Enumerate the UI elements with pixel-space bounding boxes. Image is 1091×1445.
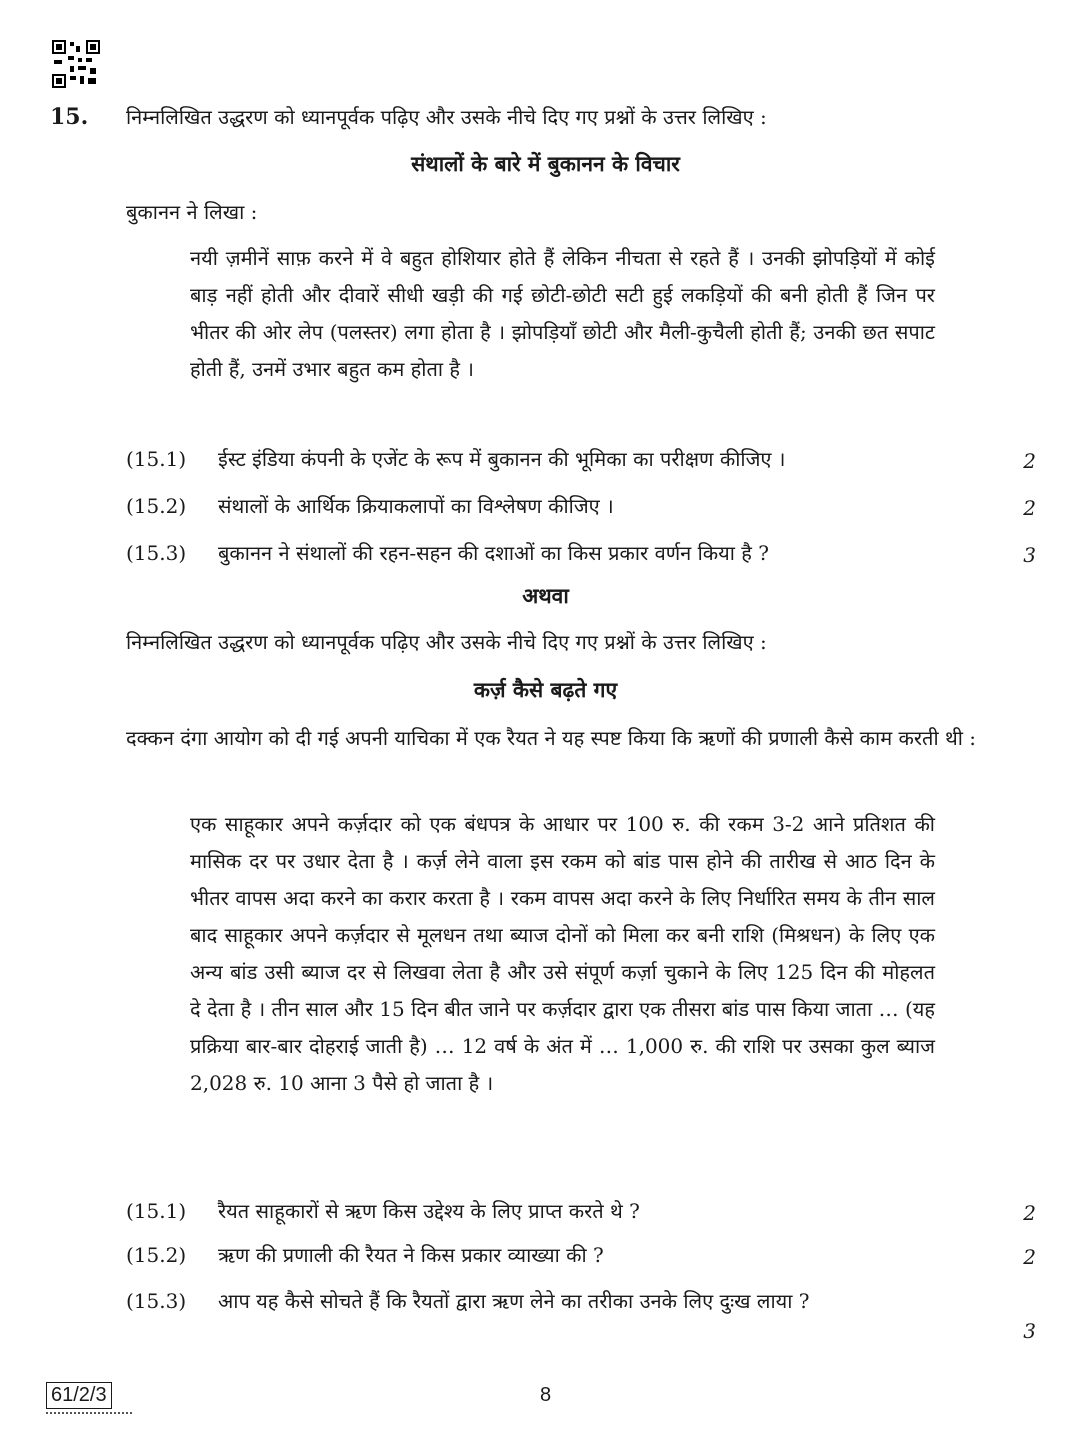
sub-question-text: संथालों के आर्थिक क्रियाकलापों का विश्लेषण कीजिए । (218, 494, 614, 518)
sub-question-marks: 2 (1023, 1245, 1036, 1269)
sub-question-number: (15.3) (126, 1289, 187, 1313)
sub-question-text: बुकानन ने संथालों की रहन-सहन की दशाओं का किस प्रकार वर्णन किया है ? (218, 541, 769, 565)
sub-question-marks: 2 (1023, 449, 1036, 473)
qr-code-icon (52, 40, 100, 88)
paper-code: 61/2/3 (46, 1382, 112, 1409)
sub-question-marks: 3 (1023, 1319, 1036, 1343)
sub-question-text: आप यह कैसे सोचते हैं कि रैयतों द्वारा ऋण लेने का तरीका उनके लिए दुःख लाया ? (218, 1289, 810, 1313)
passage-title: संथालों के बारे में बुकानन के विचार (411, 151, 680, 176)
instruction-text: निम्नलिखित उद्धरण को ध्यानपूर्वक पढ़िए और उसके नीचे दिए गए प्रश्नों के उत्तर लिखिए : (126, 630, 767, 654)
question-number: 15. (50, 104, 89, 130)
sub-question-number: (15.2) (126, 494, 187, 518)
sub-question-number: (15.1) (126, 1199, 187, 1223)
sub-question-marks: 2 (1023, 1201, 1036, 1225)
sub-question-number: (15.2) (126, 1243, 187, 1267)
passage-quote: नयी ज़मीनें साफ़ करने में वे बहुत होशियार होते हैं लेकिन नीचता से रहते हैं । उनकी झोपड़ियों में कोई बाड़ नहीं होती और दीवारें सीधी खड़ी की गई छोटी-छोटी सटी हुई लकड़ियों की बनी होती हैं जिन पर भीतर की ओर लेप (पलस्तर) लगा होता है । झोपड़ियाँ छोटी और मैली-कुचैली होती हैं; उनकी छत सपाट होती हैं, उनमें उभार बहुत कम होता है । (190, 246, 935, 381)
paper-code-underline (46, 1412, 132, 1414)
passage-intro: दक्कन दंगा आयोग को दी गई अपनी याचिका में एक रैयत ने यह स्पष्ट किया कि ऋणों की प्रणाली कैसे काम करती थी : (126, 726, 977, 750)
instruction-text: निम्नलिखित उद्धरण को ध्यानपूर्वक पढ़िए और उसके नीचे दिए गए प्रश्नों के उत्तर लिखिए : (126, 105, 767, 129)
or-label: अथवा (522, 583, 569, 608)
sub-question-number: (15.1) (126, 447, 187, 471)
passage-quote: एक साहूकार अपने कर्ज़दार को एक बंधपत्र के आधार पर 100 रु. की रकम 3-2 आने प्रतिशत की मासिक दर पर उधार देता है । कर्ज़ लेने वाला इस रकम को बांड पास होने की तारीख से आठ दिन के भीतर वापस अदा करने का करार करता है । रकम वापस अदा करने के लिए निर्धारित समय के तीन साल बाद साहूकार अपने कर्ज़दार से मूलधन तथा ब्याज दोनों को मिला कर बनी राशि (मिश्रधन) के लिए एक अन्य बांड उसी ब्याज दर से लिखवा लेता है और उसे संपूर्ण कर्ज़ा चुकाने के लिए 125 दिन की मोहलत दे देता है । तीन साल और 15 दिन बीत जाने पर कर्ज़दार द्वारा एक तीसरा बांड पास किया जाता … (यह प्रक्रिया बार-बार दोहराई जाती है) … 12 वर्ष के अंत में … 1,000 रु. की राशि पर उसका कुल ब्याज 2,028 रु. 10 आना 3 पैसे हो जाता है । (190, 812, 935, 1095)
passage-intro: बुकानन ने लिखा : (126, 200, 258, 224)
passage-title: कर्ज़ कैसे बढ़ते गए (473, 677, 618, 702)
sub-question-marks: 3 (1023, 543, 1036, 567)
sub-question-text: ऋण की प्रणाली की रैयत ने किस प्रकार व्याख्या की ? (218, 1243, 604, 1267)
sub-question-marks: 2 (1023, 496, 1036, 520)
sub-question-text: ईस्ट इंडिया कंपनी के एजेंट के रूप में बुकानन की भूमिका का परीक्षण कीजिए । (218, 447, 786, 471)
page-number: 8 (539, 1384, 552, 1406)
sub-question-text: रैयत साहूकारों से ऋण किस उद्देश्य के लिए प्राप्त करते थे ? (218, 1199, 640, 1223)
sub-question-number: (15.3) (126, 541, 187, 565)
